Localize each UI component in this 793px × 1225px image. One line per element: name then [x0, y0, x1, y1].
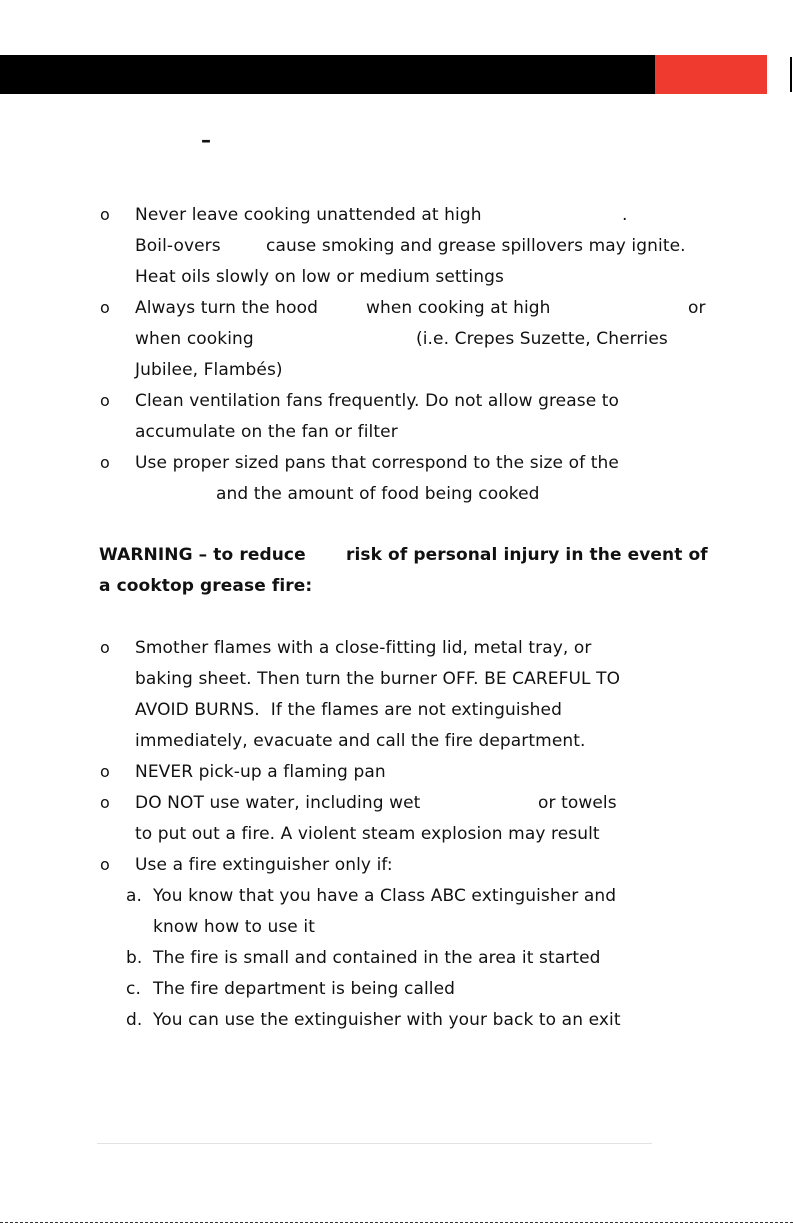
header-bar [0, 55, 655, 94]
sublist-marker: a. [126, 886, 143, 906]
list-item-text: Never leave cooking unattended at high [135, 205, 482, 225]
list-item-text: or towels [538, 793, 617, 813]
sublist-item-text: You know that you have a Class ABC extinguisher and [153, 886, 617, 906]
list-item-text: NEVER pick-up a flaming pan [135, 762, 386, 782]
warning-heading: a cooktop grease fire: [99, 576, 313, 596]
list-item-text: Use a fire extinguisher only if: [135, 855, 393, 875]
list-item-text: Use proper sized pans that correspond to the size of the [135, 453, 619, 473]
bullet-marker: o [100, 298, 110, 317]
bullet-marker: o [100, 855, 110, 874]
bullet-marker: o [100, 453, 110, 472]
header-accent-block [655, 55, 767, 94]
page-bottom-edge [0, 1222, 793, 1223]
list-item-text: Boil-overs [135, 236, 221, 256]
bullet-marker: o [100, 762, 110, 781]
list-item-text: or [688, 298, 706, 318]
list-item-text: immediately, evacuate and call the fire department. [135, 731, 586, 751]
list-item-text: accumulate on the fan or filter [135, 422, 398, 442]
header-edge-mark [790, 57, 792, 92]
list-item-text: (i.e. Crepes Suzette, Cherries [416, 329, 668, 349]
sublist-item-text: The fire department is being called [153, 979, 456, 999]
list-item-text: when cooking [135, 329, 254, 349]
list-item-text: Smother flames with a close-fitting lid, metal tray, or [135, 638, 592, 658]
footer-divider [97, 1143, 652, 1144]
list-item-text: Jubilee, Flambés) [135, 360, 283, 380]
sublist-marker: c. [126, 979, 141, 999]
bullet-marker: o [100, 205, 110, 224]
warning-heading: WARNING – to reduce [99, 545, 306, 565]
sublist-item-text: know how to use it [153, 917, 315, 937]
bullet-marker: o [100, 638, 110, 657]
list-item-text: Heat oils slowly on low or medium settings [135, 267, 504, 287]
bullet-marker: o [100, 391, 110, 410]
list-item-text: cause smoking and grease spillovers may ignite. [266, 236, 686, 256]
list-item-text: AVOID BURNS. If the flames are not extinguished [135, 700, 563, 720]
bullet-marker: o [100, 793, 110, 812]
sublist-marker: d. [126, 1010, 143, 1030]
list-item-text: and the amount of food being cooked [216, 484, 540, 504]
list-item-text: baking sheet. Then turn the burner OFF. BE CAREFUL TO [135, 669, 621, 689]
warning-heading: risk of personal injury in the event of [346, 545, 708, 565]
list-item-text: Clean ventilation fans frequently. Do not allow grease to [135, 391, 620, 411]
list-item-text: when cooking at high [366, 298, 551, 318]
sublist-item-text: You can use the extinguisher with your back to an exit [153, 1010, 621, 1030]
list-item-text: DO NOT use water, including wet [135, 793, 421, 813]
list-item-text: to put out a fire. A violent steam explosion may result [135, 824, 600, 844]
section-title-dash: – [201, 128, 211, 152]
sublist-item-text: The fire is small and contained in the area it started [153, 948, 601, 968]
sublist-marker: b. [126, 948, 143, 968]
list-item-text: . [622, 205, 628, 225]
list-item-text: Always turn the hood [135, 298, 318, 318]
